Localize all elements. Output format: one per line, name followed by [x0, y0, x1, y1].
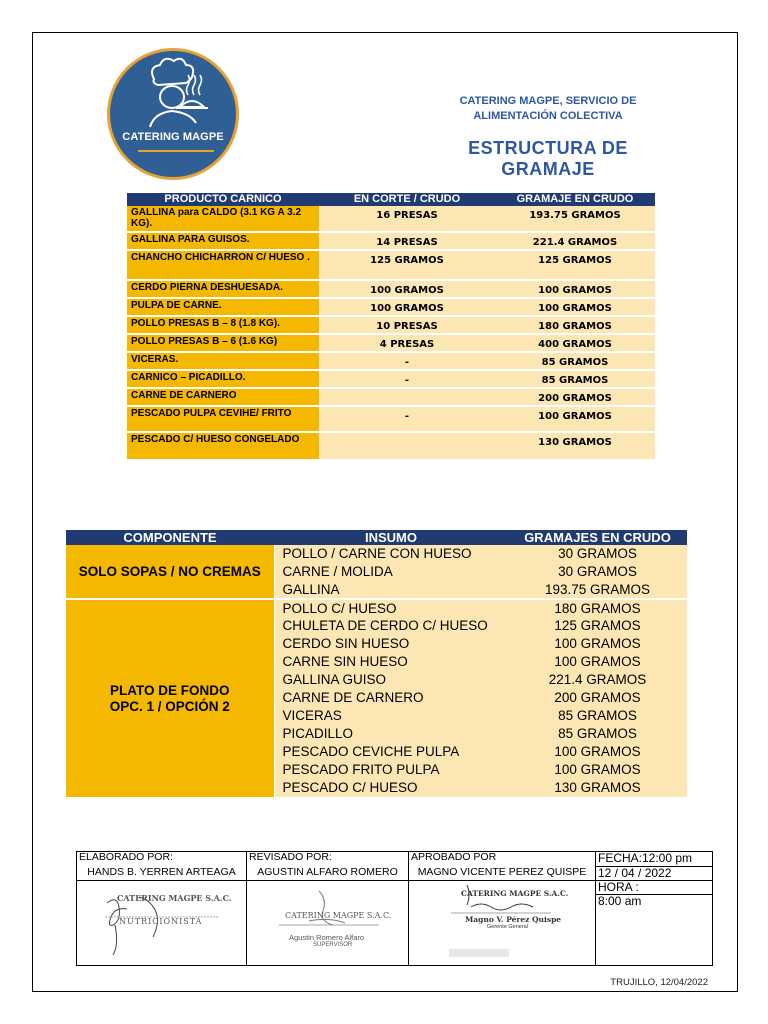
table-row: [127, 352, 655, 370]
product-cell: GALLINA PARA GUISOS.: [127, 232, 319, 250]
aprobado-signature: [409, 881, 596, 966]
revisado-label: REVISADO POR:: [247, 852, 409, 867]
product-cell: CHANCHO CHICHARRON C/ HUESO .: [127, 250, 319, 280]
chef-holding-dish-icon: [110, 51, 239, 180]
component-cell: SOLO SOPAS / NO CREMAS: [66, 545, 274, 599]
product-cell: GALLINA para CALDO (3.1 KG A 3.2 KG).: [127, 206, 319, 232]
elaborado-signature: [77, 881, 247, 966]
company-logo: [107, 48, 239, 180]
corte-cell: 16 PRESAS: [319, 206, 495, 232]
signature-table: [76, 851, 713, 966]
product-cell: POLLO PRESAS B – 6 (1.6 KG): [127, 334, 319, 352]
table-row: [127, 432, 655, 460]
gramaje-cell: 180 GRAMOS: [495, 316, 655, 334]
hora-label: HORA :: [598, 880, 639, 894]
header-gramaje-en-crudo: GRAMAJE EN CRUDO: [495, 193, 655, 206]
stamp3-role: Gerente General: [487, 924, 528, 930]
table-row: [127, 370, 655, 388]
stamp2-company: CATERING MAGPE S.A.C.: [285, 911, 392, 920]
meat-products-table: [127, 193, 655, 461]
gramaje-cell: 130 GRAMOS: [495, 432, 655, 460]
aprobado-label: APROBADO POR: [409, 852, 596, 867]
product-cell: PESCADO C/ HUESO CONGELADO: [127, 432, 319, 460]
table-row: [127, 250, 655, 280]
corte-cell: -: [319, 370, 495, 388]
stamp3-name: Magno V. Pérez Quispe: [465, 915, 562, 924]
fecha-label: FECHA:12:00 pm: [596, 852, 713, 867]
table-row: [127, 206, 655, 232]
table-row: [66, 545, 687, 563]
table-row: [127, 388, 655, 406]
corte-cell: 100 GRAMOS: [319, 298, 495, 316]
insumo-cell: CARNE / MOLIDA: [274, 563, 508, 581]
aprobado-name: MAGNO VICENTE PEREZ QUISPE: [409, 866, 596, 881]
table-row: [127, 232, 655, 250]
company-name: CATERING MAGPE, SERVICIO DE ALIMENTACIÓN COLECTIVA: [459, 95, 637, 122]
table-row: [127, 298, 655, 316]
insumo-cell: CARNE DE CARNERO: [274, 689, 508, 707]
gramaje-cell: 100 GRAMOS: [508, 635, 687, 653]
product-cell: POLLO PRESAS B – 8 (1.8 KG).: [127, 316, 319, 334]
gramaje-cell: 125 GRAMOS: [508, 617, 687, 635]
gramaje-cell: 193.75 GRAMOS: [508, 581, 687, 599]
product-cell: CARNICO – PICADILLO.: [127, 370, 319, 388]
gramaje-cell: 85 GRAMOS: [495, 370, 655, 388]
stamp2-role: SUPERVISOR: [313, 942, 353, 948]
gramaje-cell: 30 GRAMOS: [508, 545, 687, 563]
gramaje-cell: 200 GRAMOS: [495, 388, 655, 406]
gramaje-cell: 85 GRAMOS: [508, 707, 687, 725]
gramaje-cell: 100 GRAMOS: [495, 280, 655, 298]
corte-cell: -: [319, 352, 495, 370]
elaborado-label: ELABORADO POR:: [77, 852, 247, 867]
gramaje-cell: 221.4 GRAMOS: [508, 671, 687, 689]
hora-cell: [596, 881, 713, 966]
insumo-cell: PESCADO C/ HUESO: [274, 779, 508, 797]
gramaje-cell: 221.4 GRAMOS: [495, 232, 655, 250]
table-row: [127, 334, 655, 352]
corte-cell: 4 PRESAS: [319, 334, 495, 352]
corte-cell: 100 GRAMOS: [319, 280, 495, 298]
components-table: [66, 530, 687, 797]
gramaje-cell: 400 GRAMOS: [495, 334, 655, 352]
table-row: [66, 599, 687, 617]
insumo-cell: PICADILLO: [274, 725, 508, 743]
elaborado-name: HANDS B. YERREN ARTEAGA: [77, 866, 247, 881]
logo-text: CATERING MAGPE: [122, 131, 224, 143]
gramaje-cell: 100 GRAMOS: [508, 761, 687, 779]
gramaje-cell: 100 GRAMOS: [495, 406, 655, 432]
revisado-name: AGUSTIN ALFARO ROMERO: [247, 866, 409, 881]
gramaje-cell: 85 GRAMOS: [508, 725, 687, 743]
product-cell: CERDO PIERNA DESHUESADA.: [127, 280, 319, 298]
document-title: ESTRUCTURA DE GRAMAJE: [468, 138, 628, 179]
gramaje-cell: 100 GRAMOS: [508, 743, 687, 761]
stamp3-company: CATERING MAGPE S.A.C.: [461, 889, 569, 898]
header-producto-carnico: PRODUCTO CARNICO: [127, 193, 319, 206]
header-gramajes-en-crudo: GRAMAJES EN CRUDO: [508, 530, 687, 545]
corte-cell: 10 PRESAS: [319, 316, 495, 334]
gramaje-cell: 85 GRAMOS: [495, 352, 655, 370]
signature-scribble-icon: [249, 881, 409, 961]
corte-cell: 14 PRESAS: [319, 232, 495, 250]
gramaje-cell: 130 GRAMOS: [508, 779, 687, 797]
product-cell: VICERAS.: [127, 352, 319, 370]
gramaje-cell: 30 GRAMOS: [508, 563, 687, 581]
stamp2-name: Agustin Romero Alfaro: [289, 933, 365, 942]
header-componente: COMPONENTE: [66, 530, 274, 545]
insumo-cell: POLLO C/ HUESO: [274, 599, 508, 617]
stamp1-company: CATERING MAGPE S.A.C.: [117, 893, 232, 903]
gramaje-cell: 193.75 GRAMOS: [495, 206, 655, 232]
table-row: [127, 316, 655, 334]
gramaje-cell: 180 GRAMOS: [508, 599, 687, 617]
fecha-value: 12 / 04 / 2022: [596, 866, 713, 881]
gramaje-cell: 125 GRAMOS: [495, 250, 655, 280]
gramaje-cell: 100 GRAMOS: [508, 653, 687, 671]
corte-cell: 125 GRAMOS: [319, 250, 495, 280]
revisado-signature: [247, 881, 409, 966]
insumo-cell: GALLINA: [274, 581, 508, 599]
insumo-cell: CHULETA DE CERDO C/ HUESO: [274, 617, 508, 635]
insumo-cell: VICERAS: [274, 707, 508, 725]
table-row: [127, 406, 655, 432]
corte-cell: [319, 388, 495, 406]
stamp1-role: NUTRICIONISTA: [119, 917, 203, 926]
product-cell: CARNE DE CARNERO: [127, 388, 319, 406]
table-row: [127, 280, 655, 298]
insumo-cell: PESCADO FRITO PULPA: [274, 761, 508, 779]
corte-cell: [319, 432, 495, 460]
insumo-cell: POLLO / CARNE CON HUESO: [274, 545, 508, 563]
insumo-cell: CERDO SIN HUESO: [274, 635, 508, 653]
gramaje-cell: 100 GRAMOS: [495, 298, 655, 316]
product-cell: PESCADO PULPA CEVIHE/ FRITO: [127, 406, 319, 432]
hora-value: 8:00 am: [596, 894, 712, 908]
corte-cell: -: [319, 406, 495, 432]
insumo-cell: GALLINA GUISO: [274, 671, 508, 689]
product-cell: PULPA DE CARNE.: [127, 298, 319, 316]
insumo-cell: PESCADO CEVICHE PULPA: [274, 743, 508, 761]
place-date: TRUJILLO, 12/04/2022: [610, 977, 708, 988]
header-insumo: INSUMO: [274, 530, 508, 545]
component-cell: PLATO DE FONDO OPC. 1 / OPCIÓN 2: [66, 599, 274, 797]
gramaje-cell: 200 GRAMOS: [508, 689, 687, 707]
header-en-corte-crudo: EN CORTE / CRUDO: [319, 193, 495, 206]
insumo-cell: CARNE SIN HUESO: [274, 653, 508, 671]
